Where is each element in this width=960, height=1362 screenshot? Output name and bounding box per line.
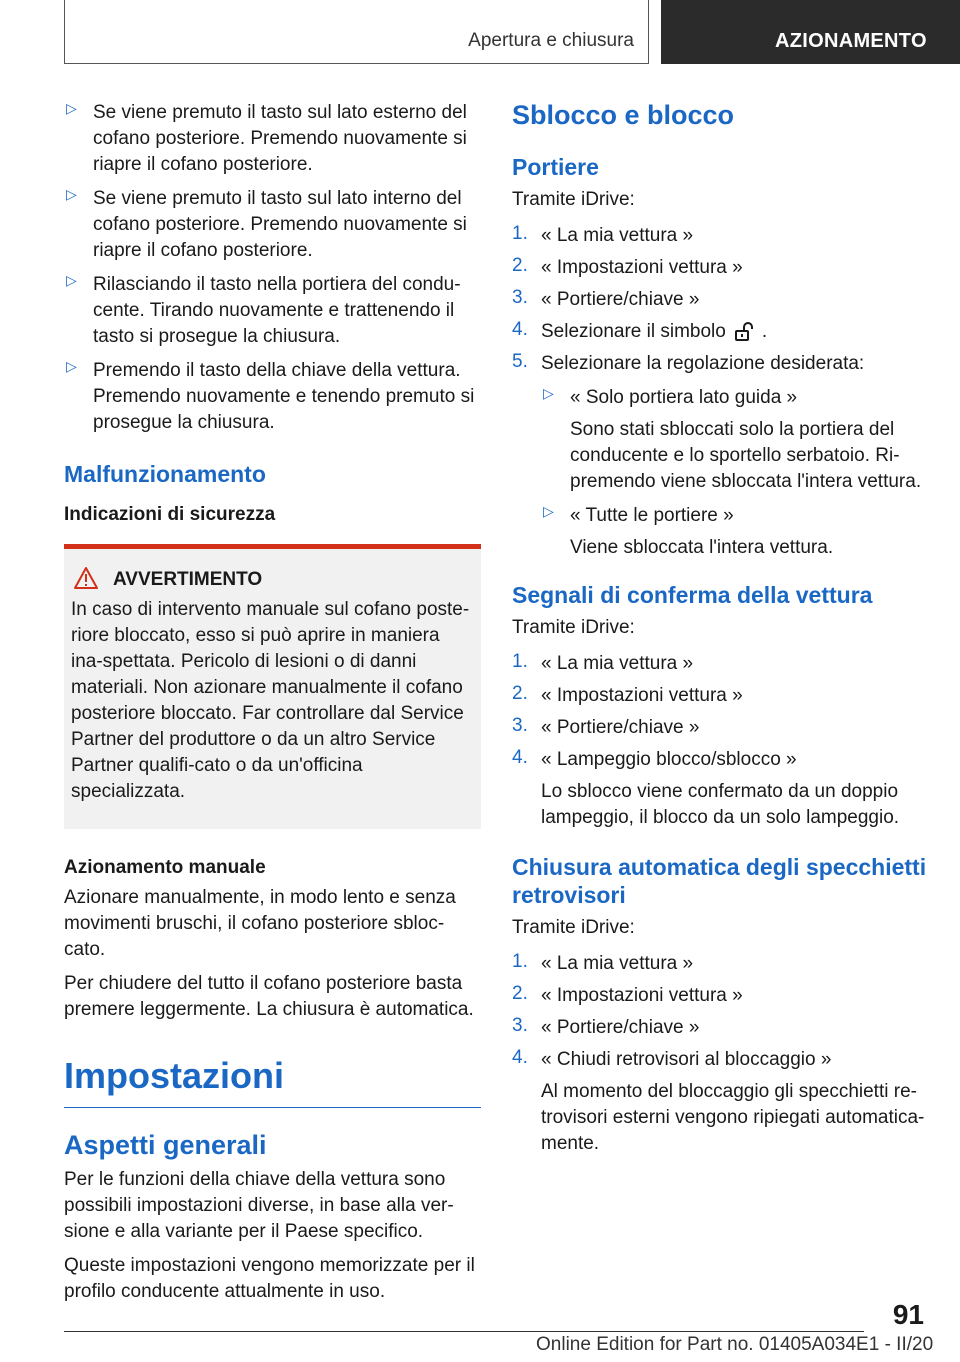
list-item	[512, 351, 928, 377]
list-item	[512, 747, 928, 831]
section-title: AZIONAMENTO	[775, 30, 927, 52]
warning-text: In caso di intervento manuale sul cofano poste-riore bloccato, esso si può aprire in maniera ina-spettata. Pericolo di lesioni o di danni materiali. Non azionare manualmente il cofano posteriore bloccato. Far controllare dal Service Partner del produttore o da un altro Service Partner qualifi-cato o da un'officina specializzata.	[71, 599, 470, 802]
list-item	[512, 223, 928, 249]
list-item	[512, 1047, 928, 1157]
warning-triangle-icon	[73, 566, 99, 590]
list-item	[512, 715, 928, 741]
confirm-intro: Tramite iDrive:	[512, 617, 635, 638]
unlock-symbol-icon	[734, 322, 754, 342]
list-item	[512, 255, 928, 281]
option-item	[541, 503, 928, 561]
step-text: « Chiudi retrovisori al bloccaggio »	[541, 1049, 832, 1070]
step-text-main: Selezionare il simbolo	[541, 321, 726, 342]
list-item	[512, 1015, 928, 1041]
option-desc: Viene sbloccata l'intera vettura.	[570, 537, 834, 558]
step-number: 2.	[512, 983, 528, 1004]
step-text	[541, 319, 928, 345]
step-text: « Impostazioni vettura »	[541, 985, 743, 1006]
list-item	[64, 272, 481, 350]
step-text-end: .	[761, 321, 768, 342]
manual-heading: Azionamento manuale	[64, 857, 266, 878]
step-text: Selezionare la regolazione desiderata:	[541, 353, 865, 374]
triangle-right-icon: ▷	[66, 100, 77, 116]
step-number: 4.	[512, 747, 528, 768]
step-text: « Impostazioni vettura »	[541, 685, 743, 706]
section-tab	[661, 0, 960, 64]
step-number: 2.	[512, 255, 528, 276]
list-item	[512, 287, 928, 313]
bullet-text: Se viene premuto il tasto sul lato interno del cofano posteriore. Premendo nuovamente si riapre il cofano posteriore.	[93, 188, 467, 261]
step-text: « La mia vettura »	[541, 225, 694, 246]
step-text: « Lampeggio blocco/sblocco »	[541, 749, 797, 770]
chapter-tab	[64, 0, 649, 64]
step-number: 1.	[512, 651, 528, 672]
safety-heading: Indicazioni di sicurezza	[64, 504, 276, 525]
triangle-right-icon: ▷	[66, 272, 77, 288]
triangle-right-icon: ▷	[543, 503, 554, 519]
step-number: 1.	[512, 951, 528, 972]
right-column	[512, 100, 928, 1163]
triangle-right-icon: ▷	[66, 358, 77, 374]
malfunction-heading: Malfunzionamento	[64, 461, 266, 487]
step-text: « La mia vettura »	[541, 653, 694, 674]
step-number: 2.	[512, 683, 528, 704]
step-number: 3.	[512, 715, 528, 736]
list-item	[64, 186, 481, 264]
step-number: 1.	[512, 223, 528, 244]
general-heading: Aspetti generali	[64, 1130, 267, 1160]
warning-title: AVVERTIMENTO	[113, 569, 263, 590]
warning-title-row	[113, 569, 475, 591]
list-item	[512, 983, 928, 1009]
mirror-heading: Chiusura automatica degli specchietti retrovisori	[512, 854, 927, 908]
option-label: « Tutte le portiere »	[570, 505, 734, 526]
step-text: « Portiere/chiave »	[541, 717, 700, 738]
manual-paragraph: Azionare manualmente, in modo lento e senza movimenti bruschi, il cofano posteriore sbloc-cato.	[64, 887, 456, 960]
edition-text: Online Edition for Part no. 01405A034E1 - II/20	[536, 1334, 934, 1355]
left-column	[64, 100, 481, 1305]
triangle-right-icon: ▷	[66, 186, 77, 202]
general-paragraph: Per le funzioni della chiave della vettura sono possibili impostazioni diverse, in base alla ver-sione e alla variante per il Paese specifico.	[64, 1169, 454, 1242]
bullet-text: Premendo il tasto della chiave della vettura. Premendo nuovamente e tenendo premuto si prosegue la chiusura.	[93, 360, 475, 433]
option-label: « Solo portiera lato guida »	[570, 387, 798, 408]
triangle-right-icon: ▷	[543, 385, 554, 401]
doors-heading: Portiere	[512, 154, 599, 180]
list-item	[512, 651, 928, 677]
step-number: 3.	[512, 1015, 528, 1036]
step-number: 4.	[512, 319, 528, 340]
step-text: « Impostazioni vettura »	[541, 257, 743, 278]
step-desc: Al momento del bloccaggio gli specchietti re-trovisori esterni vengono ripiegati automatica-mente.	[541, 1081, 925, 1154]
step-desc: Lo sblocco viene confermato da un doppio lampeggio, il blocco da un solo lampeggio.	[541, 781, 900, 828]
confirm-heading: Segnali di conferma della vettura	[512, 582, 873, 608]
step-text: « La mia vettura »	[541, 953, 694, 974]
step-number: 3.	[512, 287, 528, 308]
step-number: 4.	[512, 1047, 528, 1068]
bullet-text: Se viene premuto il tasto sul lato esterno del cofano posteriore. Premendo nuovamente si riapre il cofano posteriore.	[93, 102, 467, 175]
general-paragraph: Queste impostazioni vengono memorizzate per il profilo conducente attualmente in uso.	[64, 1255, 475, 1302]
step-text: « Portiere/chiave »	[541, 289, 700, 310]
page-header	[0, 0, 960, 66]
unlock-heading: Sblocco e blocco	[512, 100, 735, 130]
warning-box	[64, 544, 481, 829]
manual-paragraph: Per chiudere del tutto il cofano posteriore basta premere leggermente. La chiusura è automatica.	[64, 973, 474, 1020]
settings-heading: Impostazioni	[64, 1055, 481, 1108]
list-item	[64, 358, 481, 436]
list-item	[64, 100, 481, 178]
page-number: 91	[892, 1299, 924, 1330]
bullet-text: Rilasciando il tasto nella portiera del condu-cente. Tirando nuovamente e trattenendo il tasto si prosegue la chiusura.	[93, 274, 461, 347]
step-text: « Portiere/chiave »	[541, 1017, 700, 1038]
list-item	[512, 683, 928, 709]
list-item	[512, 319, 928, 345]
mirror-intro: Tramite iDrive:	[512, 917, 635, 938]
doors-intro: Tramite iDrive:	[512, 189, 635, 210]
option-desc: Sono stati sbloccati solo la portiera del conducente e lo sportello serbatoio. Ri-premendo viene sbloccata l'intera vettura.	[570, 419, 922, 492]
step-number: 5.	[512, 351, 528, 372]
footer-divider	[64, 1331, 864, 1332]
list-item	[512, 951, 928, 977]
chapter-title: Apertura e chiusura	[468, 30, 634, 51]
option-item	[541, 385, 928, 495]
